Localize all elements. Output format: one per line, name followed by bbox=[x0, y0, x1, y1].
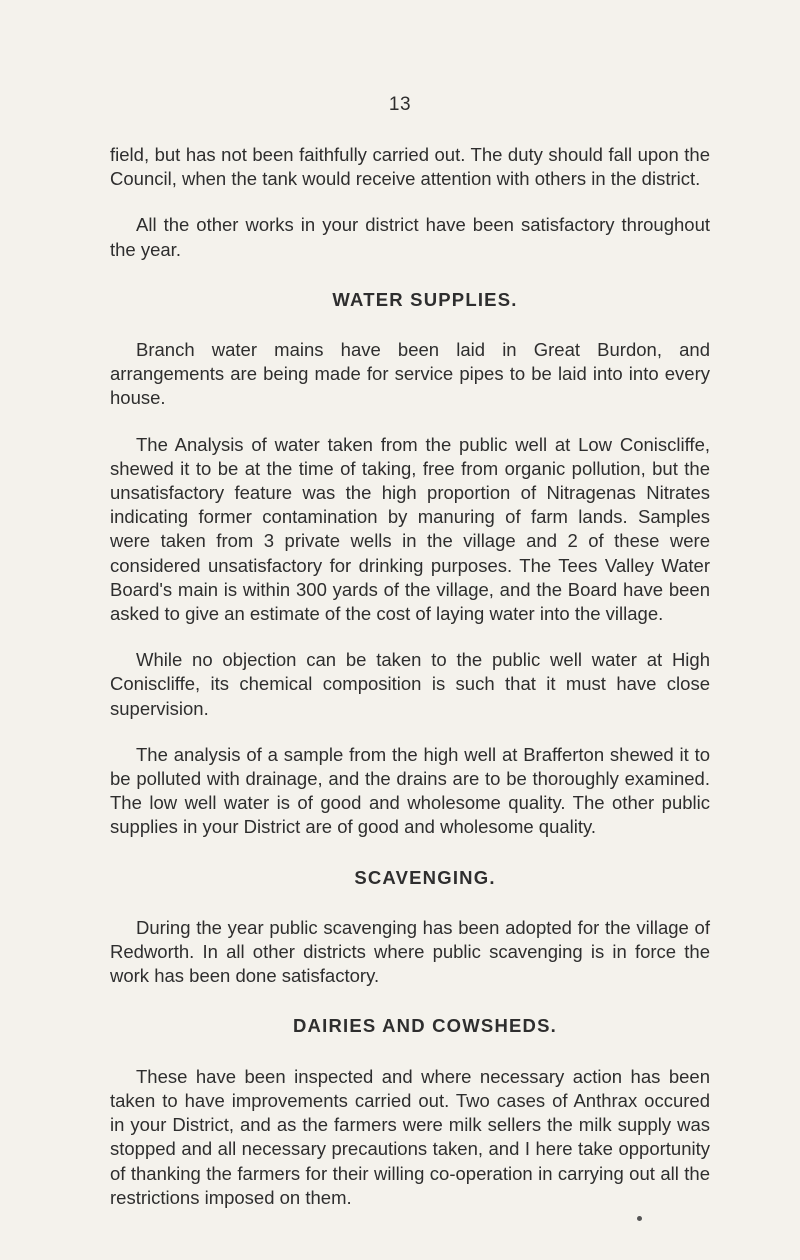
paragraph-high-coniscliffe: While no objection can be taken to the public well water at High Coniscliffe, its chemical composition is such that it must have close supervision. bbox=[110, 649, 710, 719]
paragraph-low-coniscliffe-analysis: The Analysis of water taken from the public well at Low Coniscliffe, shewed it to be at the time of taking, free from organic pollution, but the unsatisfactory feature was the high proportion of Nitragenas Nitrates indicating former contamination by manuring of farm lands. Samples were taken from 3 private wells in the village and 2 of these were considered unsatisfactory for drinking purposes. The Tees Valley Water Board's main is within 300 yards of the village, and the Board have been asked to give an estimate of the cost of laying water into the village. bbox=[110, 433, 710, 625]
document-body bbox=[110, 143, 710, 1210]
ink-spot bbox=[637, 1216, 642, 1221]
paragraph-branch-mains: Branch water mains have been laid in Great Burdon, and arrangements are being made for service pipes to be laid into into every house. bbox=[110, 339, 710, 409]
heading-water-supplies: WATER SUPPLIES. bbox=[332, 288, 518, 310]
paragraph-tank-duty: field, but has not been faithfully carried out. The duty should fall upon the Council, when the tank would receive attention with others in the district. bbox=[110, 144, 710, 190]
paragraph-other-works: All the other works in your district have been satisfactory throughout the year. bbox=[110, 214, 710, 260]
paragraph-dairies: These have been inspected and where necessary action has been taken to have improvements carried out. Two cases of Anthrax occured in your District, and as the farmers were milk sellers the milk supply was stopped and all necessary precautions taken, and I here take opportunity of thanking the farmers for their willing co-operation in carrying out all the restrictions imposed on them. bbox=[110, 1065, 710, 1208]
paragraph-scavenging: During the year public scavenging has been adopted for the village of Redworth. In all other districts where public scavenging is in force the work has been done satisfactory. bbox=[110, 916, 710, 987]
heading-dairies-cowsheds: DAIRIES AND COWSHEDS. bbox=[292, 1015, 557, 1037]
page-number: 13 bbox=[388, 94, 412, 115]
paragraph-brafferton: The analysis of a sample from the high well at Brafferton shewed it to be polluted with drainage, and the drains are to be thoroughly examined. The low well water is of good and wholesome quality. The other public supplies in your District are of good and wholesome quality. bbox=[110, 743, 710, 838]
heading-scavenging: SCAVENGING. bbox=[354, 866, 496, 888]
